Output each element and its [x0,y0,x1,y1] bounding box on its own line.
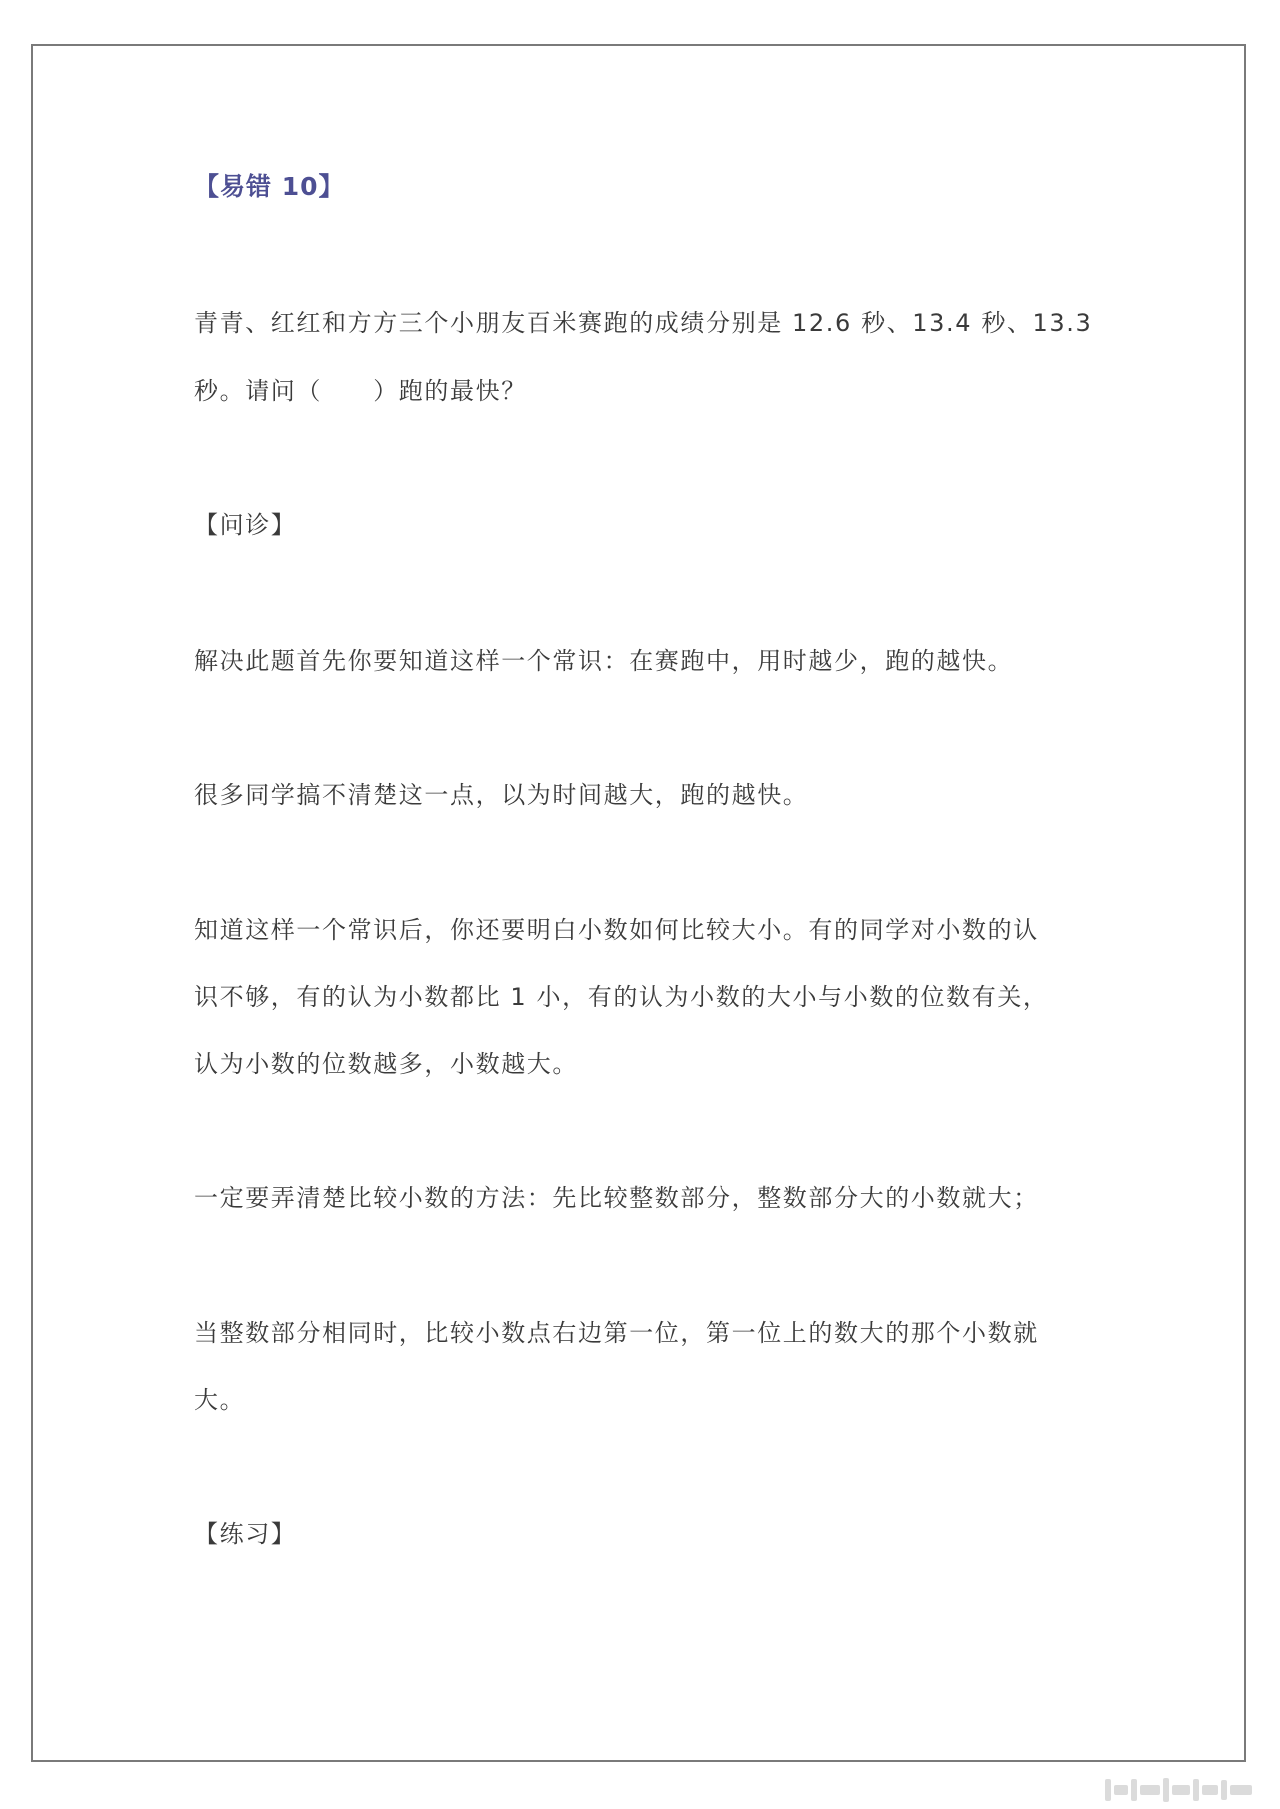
watermark-bar-icon [1163,1778,1169,1802]
watermark-bar-icon [1140,1785,1160,1795]
watermark-bar-icon [1202,1785,1218,1795]
watermark-bar-icon [1193,1779,1199,1801]
diagnosis-paragraph-3-line-3: 认为小数的位数越多，小数越大。 [194,1050,578,1078]
diagnosis-paragraph-4: 一定要弄清楚比较小数的方法：先比较整数部分，整数部分大的小数就大； [194,1184,1039,1212]
diagnosis-paragraph-5-line-1: 当整数部分相同时，比较小数点右边第一位，第一位上的数大的那个小数就 [194,1319,1039,1347]
watermark-bar-icon [1114,1785,1128,1795]
diagnosis-paragraph-3-line-1: 知道这样一个常识后，你还要明白小数如何比较大小。有的同学对小数的认 [194,916,1039,944]
watermark-bar-icon [1105,1779,1111,1801]
question-line-1: 青青、红红和方方三个小朋友百米赛跑的成绩分别是 12.6 秒、13.4 秒、13.3 [194,309,1093,337]
diagnosis-paragraph-2: 很多同学搞不清楚这一点，以为时间越大，跑的越快。 [194,781,809,809]
diagnosis-paragraph-3-line-2: 识不够，有的认为小数都比 1 小，有的认为小数的大小与小数的位数有关， [194,983,1049,1011]
diagnosis-paragraph-1: 解决此题首先你要知道这样一个常识：在赛跑中，用时越少，跑的越快。 [194,647,1014,675]
watermark-bar-icon [1172,1785,1190,1795]
watermark-bar-icon [1131,1779,1137,1801]
question-line-2: 秒。请问（ ）跑的最快？ [194,377,527,405]
error-title: 【易错 10】 [194,172,345,201]
watermark-logo [1105,1775,1252,1805]
practice-heading: 【练习】 [194,1520,297,1548]
watermark-bar-icon [1230,1785,1252,1795]
watermark-bar-icon [1221,1780,1227,1800]
diagnosis-heading: 【问诊】 [194,511,297,539]
page-frame [31,44,1246,1762]
diagnosis-paragraph-5-line-2: 大。 [194,1386,246,1414]
